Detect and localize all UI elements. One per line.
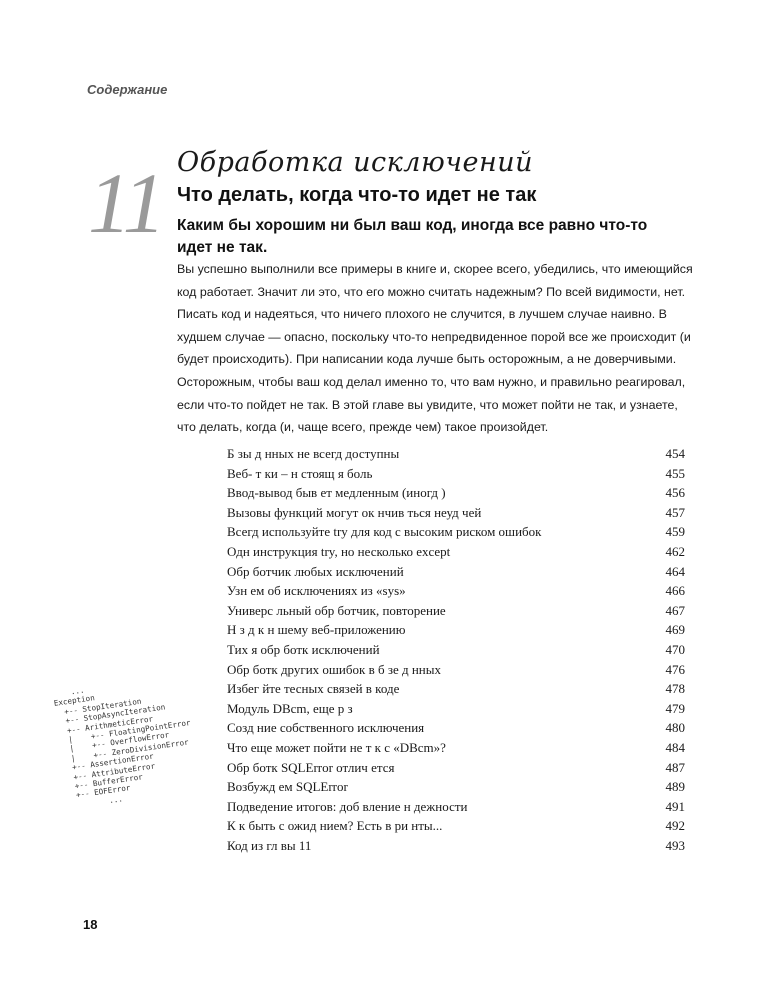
toc-row[interactable] [227, 542, 685, 562]
toc-row[interactable] [227, 464, 685, 484]
toc-entry-title: Всегд используйте try для код с высоким риском ошибок [227, 524, 542, 540]
chapter-subtitle: Каким бы хорошим ни был ваш код, иногда все равно что-то идет не так. [177, 217, 648, 256]
toc-entry-title: Одн инструкция try, но несколько except [227, 543, 451, 559]
toc-row[interactable] [227, 777, 685, 797]
toc-row[interactable] [227, 660, 685, 680]
toc-entry-title: Б зы д нных не всегд доступны [227, 446, 400, 461]
toc-entry-title: Обр ботк других ошибок в б зе д нных [227, 661, 441, 677]
toc-entry-title: Ввод-вывод быв ет медленным (иногд ) [227, 485, 446, 501]
toc-row[interactable] [227, 758, 685, 778]
toc-row[interactable] [227, 581, 685, 601]
toc-row[interactable] [227, 522, 685, 542]
chapter-title: Что делать, когда что-то идет не так [177, 184, 537, 206]
toc-entry-page: 457 [665, 504, 685, 520]
toc-row[interactable] [227, 620, 685, 640]
toc-entry-title: Тих я обр ботк исключений [227, 641, 380, 657]
toc-row[interactable] [227, 503, 685, 523]
toc-entry-page: 466 [665, 583, 685, 599]
toc-entry-page: 487 [665, 759, 685, 775]
toc-entry-title: Избег йте тесных связей в коде [227, 681, 400, 697]
toc-entry-page: 492 [665, 818, 685, 834]
toc-entry-page: 454 [665, 446, 685, 461]
toc-entry-title: Код из гл вы 11 [227, 837, 312, 853]
toc-entry-title: Обр ботк SQLError отлич ется [227, 759, 395, 775]
toc-entry-title: Универс льный обр ботчик, повторение [227, 602, 446, 618]
toc-entry-title: Возбужд ем SQLError [227, 779, 348, 795]
toc-row[interactable] [227, 816, 685, 836]
toc-row[interactable] [227, 640, 685, 660]
toc-entry-page: 476 [665, 661, 685, 677]
toc-entry-page: 484 [665, 739, 685, 755]
toc-entry-title: Н з д к н шему веб-приложению [227, 622, 406, 638]
toc-entry-title: Что еще может пойти не т к с «DBcm»? [227, 739, 446, 755]
toc-entry-page: 462 [665, 543, 685, 559]
toc-entry-title: К к быть с ожид нием? Есть в ри нты... [227, 818, 443, 834]
toc-row[interactable] [227, 718, 685, 738]
toc-entry-page: 478 [665, 681, 685, 697]
toc-entry-title: Вызовы функций могут ок нчив ться неуд чей [227, 504, 482, 520]
toc-row[interactable] [227, 797, 685, 817]
running-head: Содержание [87, 82, 168, 97]
toc-entry-page: 470 [665, 641, 685, 657]
toc-entry-title: Созд ние собственного исключения [227, 720, 425, 736]
page-number: 18 [83, 917, 98, 932]
toc-row[interactable] [227, 444, 685, 464]
toc-entry-page: 455 [665, 465, 685, 481]
toc-row[interactable] [227, 562, 685, 582]
toc-row[interactable] [227, 738, 685, 758]
toc-entry-page: 469 [665, 622, 685, 638]
toc-row[interactable] [227, 699, 685, 719]
toc-entry-page: 464 [665, 563, 685, 579]
chapter-number: 11 [88, 155, 164, 251]
toc-entry-page: 493 [665, 837, 685, 853]
toc-entry-page: 456 [665, 485, 685, 501]
exception-hierarchy-diagram: ... Exception +-- StopIteration +-- StopAsyncIteration +-- ArithmeticError | +-- FloatingPointError | +-- OverflowError | +-- ZeroDivisionError +-- AssertionError +-- AttributeError +-- BufferError +-- EOFError ... [52, 685, 192, 811]
toc-entry-page: 491 [665, 798, 685, 814]
toc-entry-page: 480 [665, 720, 685, 736]
toc-entry-page: 459 [665, 524, 685, 540]
table-of-contents [227, 444, 685, 855]
toc-entry-title: Веб- т ки – н стоящ я боль [227, 465, 373, 481]
toc-entry-page: 489 [665, 779, 685, 795]
chapter-script-title: Обработка исключений [177, 147, 534, 178]
toc-row[interactable] [227, 836, 685, 856]
toc-entry-page: 479 [665, 700, 685, 716]
toc-row[interactable] [227, 601, 685, 621]
toc-row[interactable] [227, 483, 685, 503]
toc-row[interactable] [227, 679, 685, 699]
toc-entry-title: Обр ботчик любых исключений [227, 563, 404, 579]
toc-entry-title: Модуль DBcm, еще р з [227, 700, 353, 716]
chapter-intro: Вы успешно выполнили все примеры в книге и, скорее всего, убедились, что имеющийся код работает. Значит ли это, что его можно считать надежным? По всей видимости, нет. Писать код и надеяться, что ничего плохого не случится, в лучшем случае наивно. В худшем случае — опасно, поскольку что-то непредвиденное порой все же происходит (и будет происходить). При написании кода лучше быть осторожным, а не доверчивыми. Осторожным, чтобы ваш код делал именно то, что вам нужно, и правильно реагировал, если что-то пойдет не так. В этой главе вы увидите, что может пойти не так, и узнаете, что делать, когда (и, чаще всего, прежде чем) такое произойдет. [177, 262, 693, 435]
toc-entry-title: Узн ем об исключениях из «sys» [227, 583, 406, 599]
toc-entry-title: Подведение итогов: доб вление н дежности [227, 798, 468, 814]
toc-entry-page: 467 [665, 602, 685, 618]
